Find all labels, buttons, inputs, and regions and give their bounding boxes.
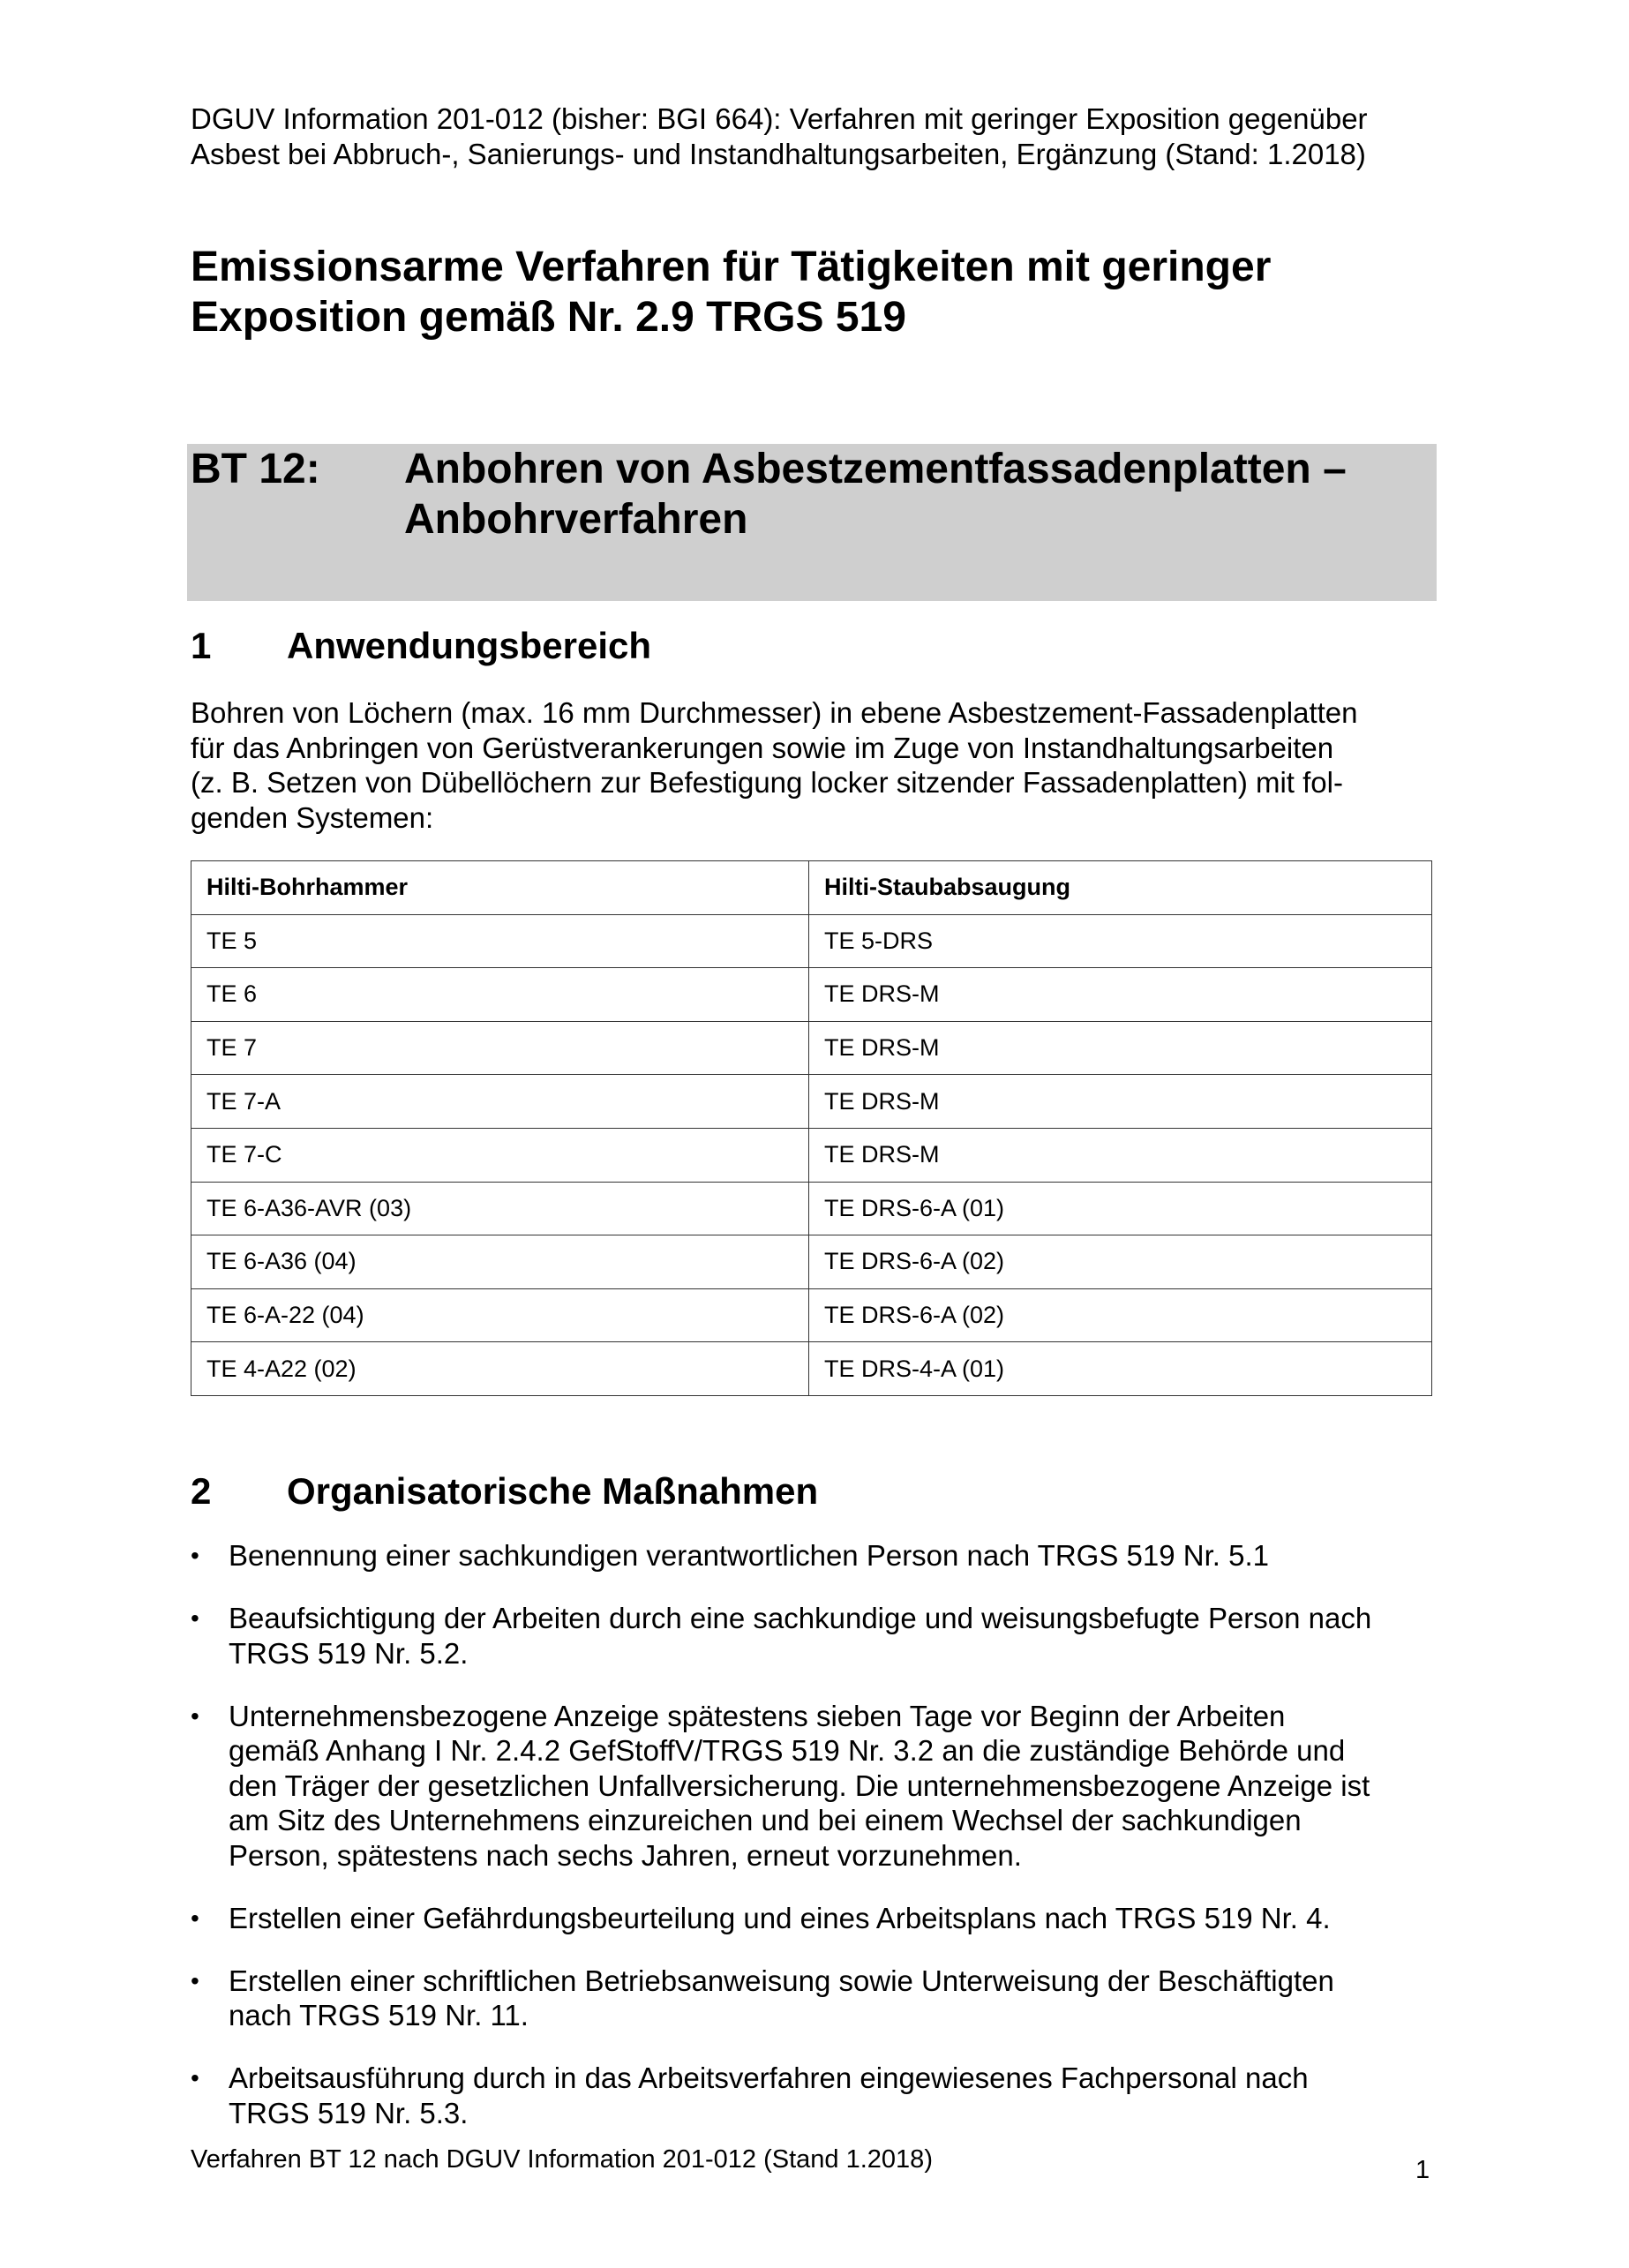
section-2-bullet-list (191, 1538, 1444, 2159)
bullet-icon: • (191, 1904, 199, 1932)
bt-number: BT 12: (191, 446, 320, 492)
bullet-icon: • (191, 1966, 199, 1994)
table-header-drill: Hilti-Bohrhammer (191, 861, 809, 915)
list-item (191, 1699, 1444, 1874)
extraction-model-cell: TE 5-DRS (809, 914, 1432, 968)
list-item (191, 1964, 1444, 2033)
table-row (191, 1182, 1432, 1235)
table-header-row (191, 861, 1432, 915)
drill-model-cell: TE 7-A (191, 1075, 809, 1129)
extraction-model-cell: TE DRS-4-A (01) (809, 1342, 1432, 1396)
table-row (191, 1075, 1432, 1129)
list-item-line: Person, spätestens nach sechs Jahren, erneut vorzunehmen. (229, 1838, 1022, 1872)
table-row (191, 1235, 1432, 1289)
list-item (191, 2061, 1444, 2130)
systems-table-body (191, 861, 1432, 1396)
list-item-line: Arbeitsausführung durch in das Arbeitsverfahren eingewiesenes Fachpersonal nach (229, 2061, 1309, 2094)
page-footer: Verfahren BT 12 nach DGUV Information 201-012 (Stand 1.2018) (191, 2145, 933, 2174)
drill-model-cell: TE 6-A-22 (04) (191, 1288, 809, 1342)
running-header-line-2: Asbest bei Abbruch-, Sanierungs- und Instandhaltungsarbeiten, Ergänzung (Stand: 1.2018) (191, 138, 1366, 170)
section-2-number: 2 (191, 1470, 212, 1512)
running-header-line-1: DGUV Information 201-012 (bisher: BGI 664): Verfahren mit geringer Exposition gegenüber (191, 102, 1368, 135)
bt-title-line-1: Anbohren von Asbestzementfassadenplatten – (404, 446, 1347, 492)
extraction-model-cell: TE DRS-6-A (02) (809, 1288, 1432, 1342)
list-item-text (229, 1601, 1444, 1671)
list-item (191, 1601, 1444, 1671)
bullet-icon: • (191, 2064, 199, 2092)
document-title (191, 242, 1444, 342)
drill-model-cell: TE 6 (191, 968, 809, 1022)
paragraph-line: (z. B. Setzen von Dübellöchern zur Befestigung locker sitzender Fassadenplatten) mit fol- (191, 766, 1343, 799)
paragraph-line: für das Anbringen von Gerüstverankerungen sowie im Zuge von Instandhaltungsarbeiten (191, 731, 1334, 764)
drill-model-cell: TE 7-C (191, 1128, 809, 1182)
list-item-line: Benennung einer sachkundigen verantwortlichen Person nach TRGS 519 Nr. 5.1 (229, 1539, 1269, 1572)
extraction-model-cell: TE DRS-6-A (01) (809, 1182, 1432, 1235)
section-1-number: 1 (191, 625, 212, 666)
list-item-line: Erstellen einer schriftlichen Betriebsanweisung sowie Unterweisung der Beschäftigten (229, 1964, 1334, 1997)
list-item-text (229, 2061, 1444, 2130)
paragraph-line: genden Systemen: (191, 800, 434, 834)
extraction-model-cell: TE DRS-M (809, 968, 1432, 1022)
table-row (191, 1021, 1432, 1075)
document-title-line-1: Emissionsarme Verfahren für Tätigkeiten mit geringer (191, 244, 1272, 290)
list-item-text (229, 1538, 1444, 1573)
section-1-title: Anwendungsbereich (287, 625, 652, 666)
list-item-line: den Träger der gesetzlichen Unfallversicherung. Die unternehmensbezogene Anzeige ist (229, 1769, 1370, 1802)
extraction-model-cell: TE DRS-M (809, 1075, 1432, 1129)
table-row (191, 1128, 1432, 1182)
table-row (191, 914, 1432, 968)
drill-model-cell: TE 4-A22 (02) (191, 1342, 809, 1396)
section-1-paragraph (191, 695, 1444, 835)
drill-model-cell: TE 5 (191, 914, 809, 968)
table-header-extraction: Hilti-Staubabsaugung (809, 861, 1432, 915)
drill-model-cell: TE 6-A36 (04) (191, 1235, 809, 1289)
extraction-model-cell: TE DRS-6-A (02) (809, 1235, 1432, 1289)
list-item (191, 1901, 1444, 1936)
bullet-icon: • (191, 1604, 199, 1632)
list-item-text (229, 1699, 1444, 1874)
list-item-line: Erstellen einer Gefährdungsbeurteilung und eines Arbeitsplans nach TRGS 519 Nr. 4. (229, 1901, 1331, 1934)
table-row (191, 1342, 1432, 1396)
document-title-line-2: Exposition gemäß Nr. 2.9 TRGS 519 (191, 294, 906, 341)
paragraph-line: Bohren von Löchern (max. 16 mm Durchmesser) in ebene Asbestzement-Fassadenplatten (191, 696, 1358, 729)
list-item-line: TRGS 519 Nr. 5.3. (229, 2096, 469, 2129)
list-item-line: am Sitz des Unternehmens einzureichen und bei einem Wechsel der sachkundigen (229, 1804, 1302, 1836)
section-2-title: Organisatorische Maßnahmen (287, 1470, 819, 1512)
table-row (191, 1288, 1432, 1342)
page-number: 1 (1415, 2156, 1430, 2184)
bt-title-line-2: Anbohrverfahren (404, 496, 748, 543)
list-item-text (229, 1901, 1444, 1936)
bullet-icon: • (191, 1542, 199, 1569)
bt-title (404, 444, 1347, 544)
systems-table (191, 860, 1432, 1396)
bullet-icon: • (191, 1701, 199, 1730)
drill-model-cell: TE 7 (191, 1021, 809, 1075)
drill-model-cell: TE 6-A36-AVR (03) (191, 1182, 809, 1235)
extraction-model-cell: TE DRS-M (809, 1128, 1432, 1182)
list-item-line: Unternehmensbezogene Anzeige spätestens sieben Tage vor Beginn der Arbeiten (229, 1699, 1286, 1732)
list-item-line: TRGS 519 Nr. 5.2. (229, 1636, 469, 1670)
table-row (191, 968, 1432, 1022)
list-item-line: nach TRGS 519 Nr. 11. (229, 1999, 529, 2031)
list-item (191, 1538, 1444, 1573)
list-item-text (229, 1964, 1444, 2033)
extraction-model-cell: TE DRS-M (809, 1021, 1432, 1075)
list-item-line: gemäß Anhang I Nr. 2.4.2 GefStoffV/TRGS 519 Nr. 3.2 an die zuständige Behörde und (229, 1734, 1346, 1767)
list-item-line: Beaufsichtigung der Arbeiten durch eine sachkundige und weisungsbefugte Person nach (229, 1602, 1372, 1634)
